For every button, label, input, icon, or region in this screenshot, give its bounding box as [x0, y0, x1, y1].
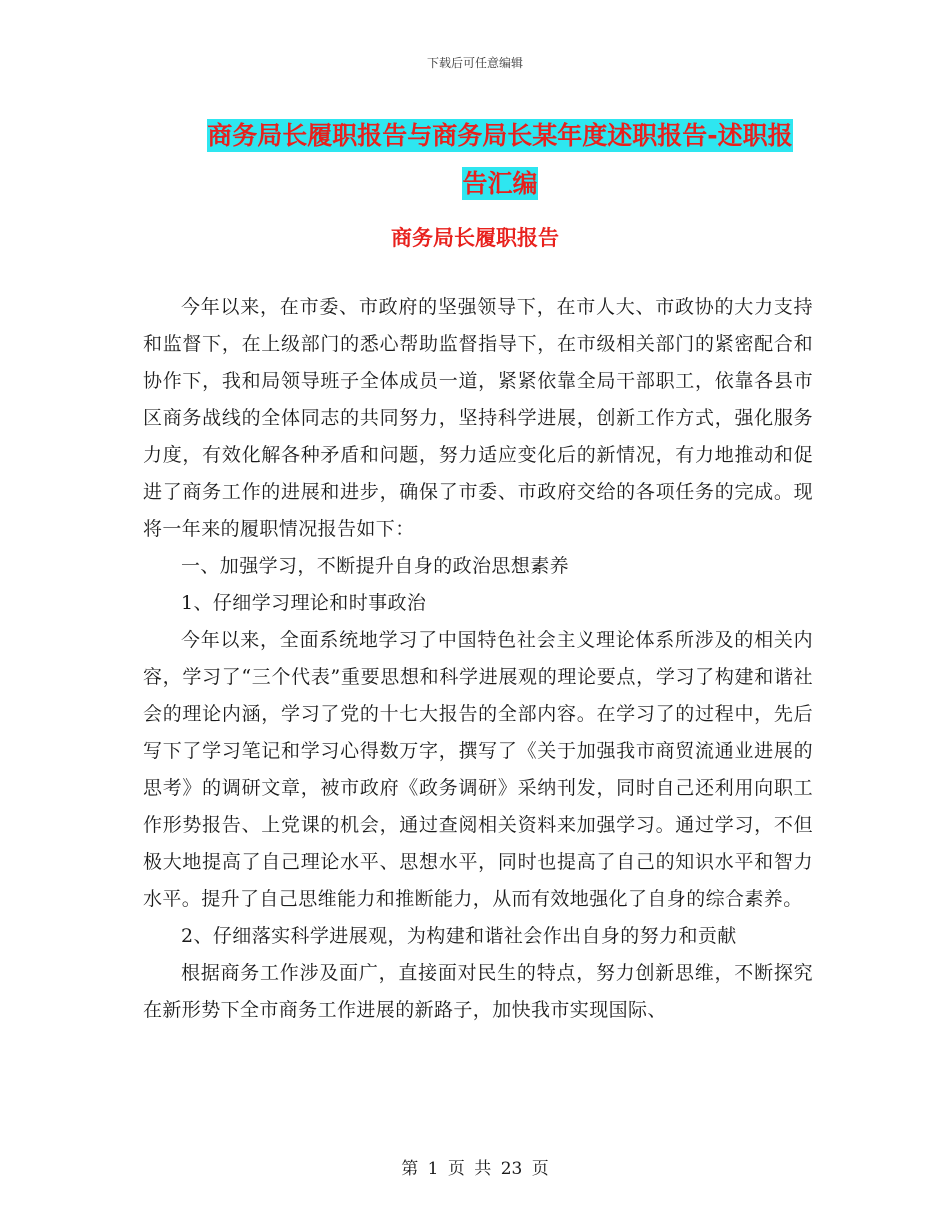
page-number: 第 1 页 共 23 页 [401, 1159, 549, 1179]
heading-subsection-2: 2、仔细落实科学进展观，为构建和谐社会作出自身的努力和贡献 [181, 925, 737, 947]
document-title [140, 112, 860, 208]
document-title-line-2: 告汇编 [462, 169, 538, 198]
paragraph-intro: 今年以来，在市委、市政府的坚强领导下，在市人大、市政协的大力支持和监督下，在上级部门的悉心帮助监督指导下，在市级相关部门的紧密配合和协作下，我和局领导班子全体成员一道，紧紧依靠全局干部职工，依靠各县市区商务战线的全体同志的共同努力，坚持科学进展，创新工作方式，强化服务力度，有效化解各种矛盾和问题，努力适应变化后的新情况，有力地推动和促进了商务工作的进展和进步，确保了市委、市政府交给的各项任务的完成。现将一年来的履职情况报告如下： [143, 296, 813, 540]
body-text [143, 289, 813, 1029]
paragraph-practice: 根据商务工作涉及面广，直接面对民生的特点，努力创新思维，不断探究在新形势下全市商务工作进展的新路子，加快我市实现国际、 [143, 962, 813, 1021]
header-note: 下载后可任意编辑 [426, 56, 523, 70]
heading-section-1: 一、加强学习，不断提升自身的政治思想素养 [181, 555, 570, 577]
heading-subsection-1: 1、仔细学习理论和时事政治 [181, 592, 427, 614]
paragraph-study: 今年以来，全面系统地学习了中国特色社会主义理论体系所涉及的相关内容，学习了“三个代表”重要思想和科学进展观的理论要点，学习了构建和谐社会的理论内涵，学习了党的十七大报告的全部内容。在学习了的过程中，先后写下了学习笔记和学习心得数万字，撰写了《关于加强我市商贸流通业进展的思考》的调研文章，被市政府《政务调研》采纳刊发，同时自己还利用向职工作形势报告、上党课的机会，通过查阅相关资料来加强学习。通过学习，不但极大地提高了自己理论水平、思想水平，同时也提高了自己的知识水平和智力水平。提升了自己思维能力和推断能力，从而有效地强化了自身的综合素养。 [143, 629, 813, 910]
section-title: 商务局长履职报告 [391, 226, 559, 250]
document-title-line-1: 商务局长履职报告与商务局长某年度述职报告-述职报 [207, 121, 793, 150]
